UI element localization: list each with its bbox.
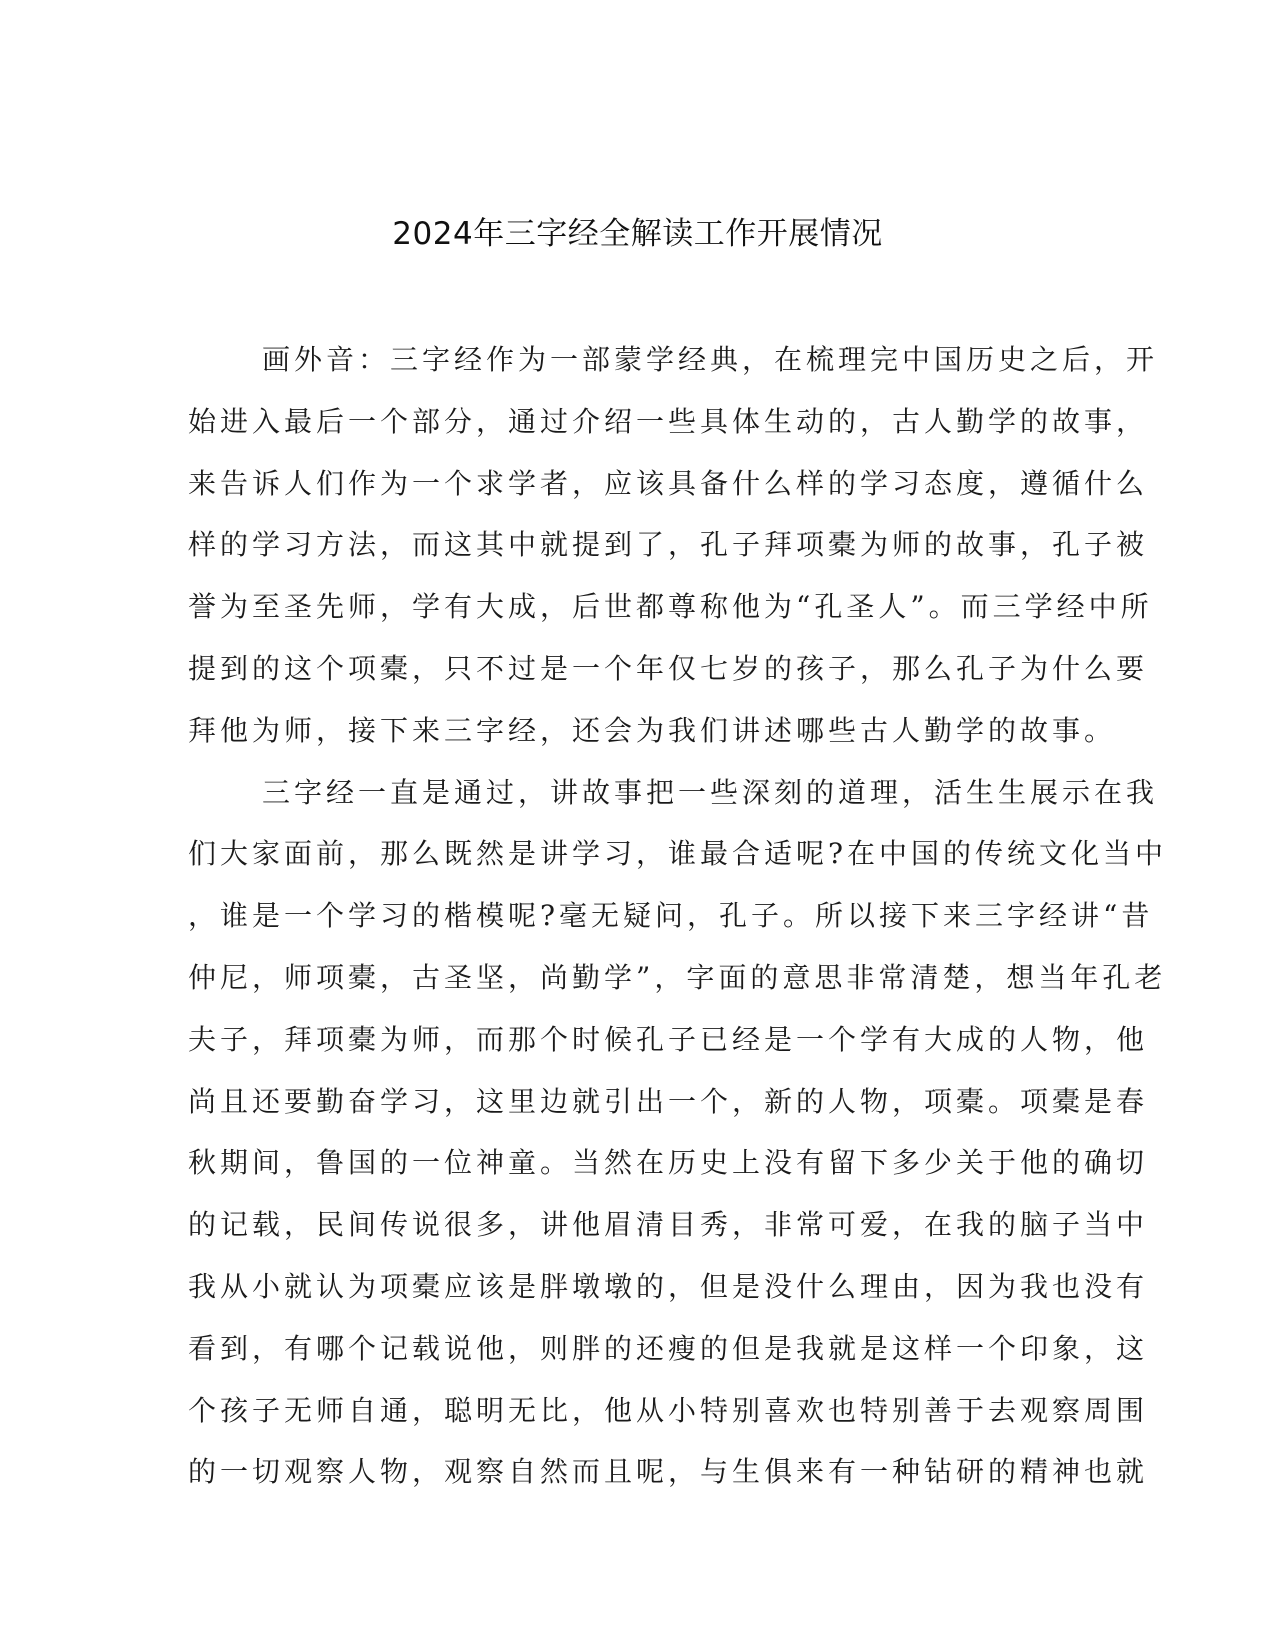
text-line: 的一切观察人物，观察自然而且呢，与生俱来有一种钻研的精神也就 (188, 1455, 1149, 1489)
text-line: 秋期间，鲁国的一位神童。当然在历史上没有留下多少关于他的确切 (188, 1146, 1149, 1180)
text-line: ，谁是一个学习的楷模呢?毫无疑问，孔子。所以接下来三字经讲“昔 (188, 899, 1154, 933)
text-line: 来告诉人们作为一个求学者，应该具备什么样的学习态度，遵循什么 (188, 466, 1149, 500)
text-line: 夫子，拜项橐为师，而那个时候孔子已经是一个学有大成的人物，他 (188, 1022, 1149, 1056)
text-line: 提到的这个项橐，只不过是一个年仅七岁的孩子，那么孔子为什么要 (188, 651, 1149, 685)
text-line: 的记载，民间传说很多，讲他眉清目秀，非常可爱，在我的脑子当中 (188, 1208, 1149, 1242)
document-title: 2024年三字经全解读工作开展情况 (392, 216, 883, 252)
text-line: 样的学习方法，而这其中就提到了，孔子拜项橐为师的故事，孔子被 (188, 528, 1149, 562)
text-line: 个孩子无师自通，聪明无比，他从小特别喜欢也特别善于去观察周围 (188, 1393, 1149, 1427)
text-line: 仲尼，师项橐，古圣坚，尚勤学”，字面的意思非常清楚，想当年孔老 (188, 960, 1167, 994)
text-line: 拜他为师，接下来三字经，还会为我们讲述哪些古人勤学的故事。 (188, 713, 1117, 747)
text-line: 我从小就认为项橐应该是胖墩墩的，但是没什么理由，因为我也没有 (188, 1269, 1149, 1303)
text-line: 三字经一直是通过，讲故事把一些深刻的道理，活生生展示在我 (262, 775, 1159, 809)
text-line: 看到，有哪个记载说他，则胖的还瘦的但是我就是这样一个印象，这 (188, 1331, 1149, 1365)
document-body (188, 329, 1168, 1503)
text-line: 画外音：三字经作为一部蒙学经典，在梳理完中国历史之后，开 (262, 343, 1159, 376)
text-line: 尚且还要勤奋学习，这里边就引出一个，新的人物，项橐。项橐是春 (188, 1084, 1149, 1118)
text-line: 始进入最后一个部分，通过介绍一些具体生动的，古人勤学的故事， (188, 404, 1149, 438)
text-line: 们大家面前，那么既然是讲学习，谁最合适呢?在中国的传统文化当中 (188, 837, 1168, 871)
text-line: 誉为至圣先师，学有大成，后世都尊称他为“孔圣人”。而三学经中所 (188, 590, 1153, 624)
